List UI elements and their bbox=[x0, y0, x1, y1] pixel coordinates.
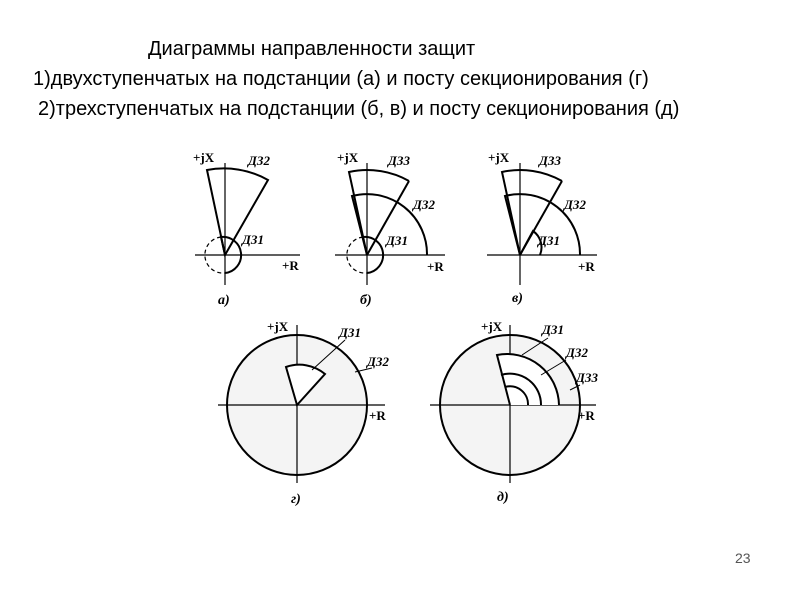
caption-b: б) bbox=[360, 293, 372, 308]
zone-label-dz2-b: ДЗ2 bbox=[413, 197, 435, 212]
caption-d: д) bbox=[497, 490, 509, 505]
zone-label-dz3-d: ДЗ3 bbox=[576, 370, 598, 385]
axis-label-jx-d: +jX bbox=[481, 319, 503, 334]
axis-label-jx-v: +jX bbox=[488, 150, 510, 165]
zone-label-dz3-b: ДЗ3 bbox=[388, 153, 410, 168]
caption-v: в) bbox=[512, 291, 523, 306]
subtitle-line-1: 1)двухступенчатых на подстанции (а) и посту секционирования (г) bbox=[33, 68, 649, 90]
zone-label-dz2-v: ДЗ2 bbox=[564, 197, 586, 212]
axis-label-jx-b: +jX bbox=[337, 150, 359, 165]
axis-label-jx-g: +jX bbox=[267, 319, 289, 334]
page-number: 23 bbox=[735, 550, 751, 566]
caption-g: г) bbox=[291, 492, 301, 507]
axis-label-r-a: +R bbox=[282, 258, 299, 273]
zone-label-dz2-g: ДЗ2 bbox=[367, 354, 389, 369]
zone-label-dz2-d: ДЗ2 bbox=[566, 345, 588, 360]
diagram-g bbox=[218, 325, 385, 483]
zone-label-dz1-g: ДЗ1 bbox=[339, 325, 361, 340]
zone-label-dz2-a: ДЗ2 bbox=[248, 153, 270, 168]
zone-label-dz1-b: ДЗ1 bbox=[386, 233, 408, 248]
axis-label-r-b: +R bbox=[427, 259, 444, 274]
zone-label-dz3-v: ДЗ3 bbox=[539, 153, 561, 168]
caption-a: а) bbox=[218, 293, 230, 308]
axis-label-r-v: +R bbox=[578, 259, 595, 274]
slide-title: Диаграммы направленности защит bbox=[148, 38, 476, 60]
zone-label-dz1-v: ДЗ1 bbox=[538, 233, 560, 248]
subtitle-line-2: 2)трехступенчатых на подстанции (б, в) и посту секционирования (д) bbox=[38, 98, 680, 120]
zone-label-dz1-a: ДЗ1 bbox=[242, 232, 264, 247]
zone-label-dz1-d: ДЗ1 bbox=[542, 322, 564, 337]
axis-label-jx-a: +jX bbox=[193, 150, 215, 165]
axis-label-r-d: +R bbox=[578, 408, 595, 423]
axis-label-r-g: +R bbox=[369, 408, 386, 423]
